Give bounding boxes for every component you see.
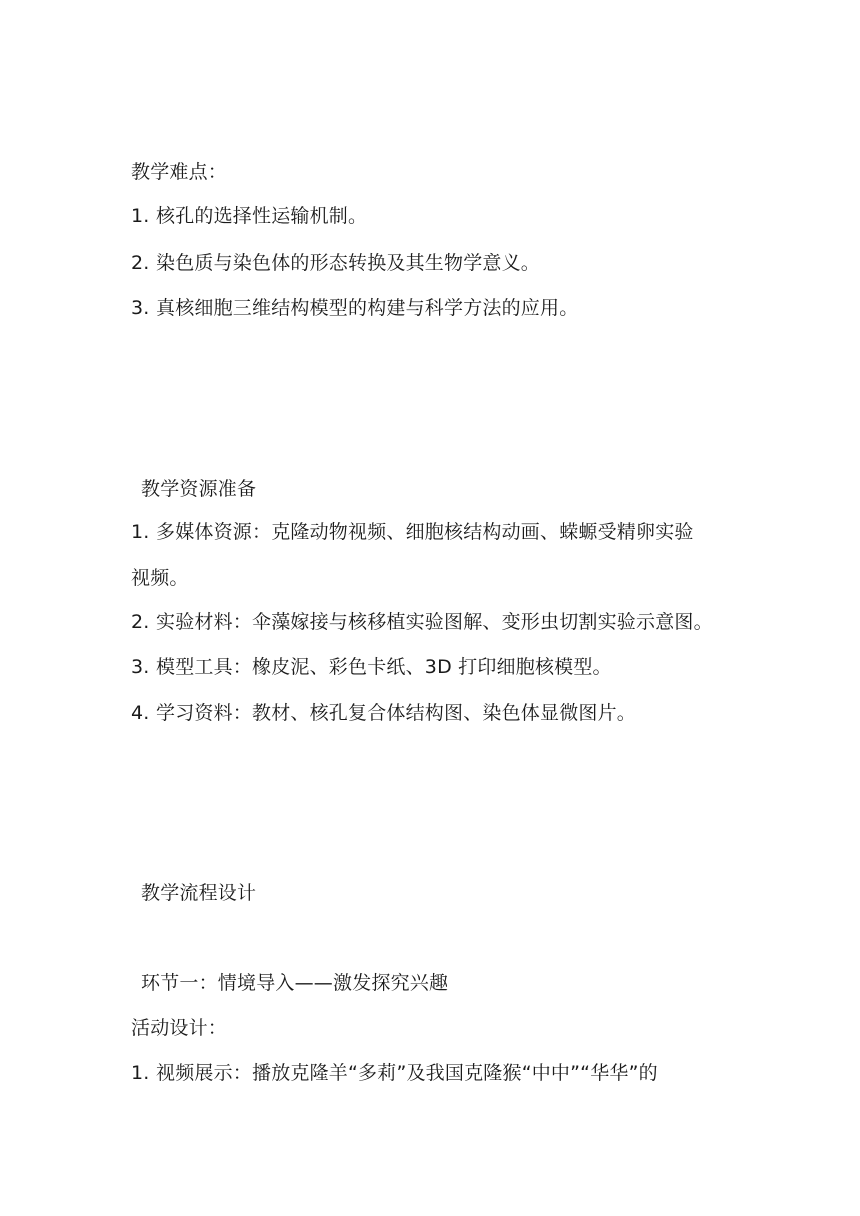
list-text: 核孔的选择性运输机制。: [156, 205, 368, 227]
list-number: 1.: [131, 1062, 150, 1084]
list-number: 3.: [131, 656, 150, 678]
list-number: 1.: [131, 205, 150, 227]
list-text: 学习资料：教材、核孔复合体结构图、染色体显微图片。: [156, 702, 637, 724]
list-number: 3.: [131, 297, 150, 319]
difficulty-item-2: [131, 251, 540, 275]
list-text: 真核细胞三维结构模型的构建与科学方法的应用。: [156, 297, 579, 319]
list-text: 模型工具：橡皮泥、彩色卡纸、3D 打印细胞核模型。: [156, 656, 612, 678]
list-text: 染色质与染色体的形态转换及其生物学意义。: [156, 252, 541, 274]
list-number: 2.: [131, 611, 150, 633]
list-number: 4.: [131, 702, 150, 724]
list-text: 视频展示：播放克隆羊“多莉”及我国克隆猴“中中”“华华”的: [156, 1062, 658, 1084]
list-text: 实验材料：伞藻嫁接与核移植实验图解、变形虫切割实验示意图。: [156, 611, 713, 633]
list-number: 1.: [131, 521, 150, 543]
list-text: 多媒体资源：克隆动物视频、细胞核结构动画、蝾螈受精卵实验: [156, 521, 694, 543]
resource-item-1-continuation: 视频。: [131, 567, 189, 589]
difficulties-heading: 教学难点：: [131, 161, 228, 183]
resource-item-1: [131, 520, 694, 544]
flow-heading: 教学流程设计: [141, 882, 257, 904]
resource-item-3: [131, 655, 612, 679]
difficulty-item-1: [131, 204, 367, 228]
resources-heading: 教学资源准备: [141, 478, 257, 500]
resource-item-2: [131, 610, 713, 634]
difficulty-item-3: [131, 296, 578, 320]
activity-label: 活动设计：: [131, 1017, 228, 1039]
resource-item-4: [131, 701, 636, 725]
list-number: 2.: [131, 252, 150, 274]
section-title: 环节一：情境导入——激发探究兴趣: [141, 972, 449, 994]
activity-item-1: [131, 1061, 658, 1085]
